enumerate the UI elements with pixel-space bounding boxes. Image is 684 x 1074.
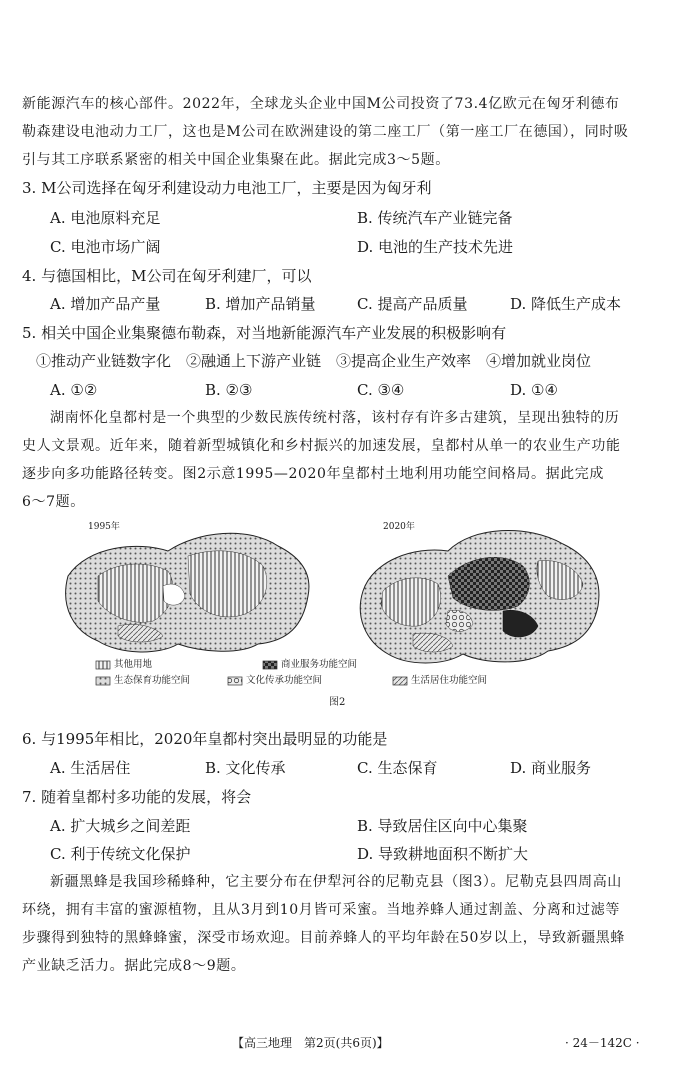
map-1995 [66, 533, 309, 652]
question-5-statements: ①推动产业链数字化 ②融通上下游产业链 ③提高企业生产效率 ④增加就业岗位 [36, 352, 592, 370]
passage-huangdu-village [22, 404, 662, 516]
question-3-option-b[interactable]: B. 传统汽车产业链完备 [357, 209, 513, 227]
passage-line: 产业缺乏活力。据此完成8～9题。 [22, 958, 246, 974]
legend-commercial-space: 商业服务功能空间 [281, 659, 358, 670]
question-5-option-d[interactable]: D. ①④ [510, 381, 558, 399]
question-3-stem: 3. M公司选择在匈牙利建设动力电池工厂，主要是因为匈牙利 [22, 179, 432, 197]
question-7-option-d[interactable]: D. 导致耕地面积不断扩大 [357, 845, 529, 863]
legend-residential-space: 生活居住功能空间 [411, 675, 488, 686]
passage-line: 步骤得到独特的黑蜂蜂蜜，深受市场欢迎。目前养蜂人的平均年龄在50岁以上，导致新疆黑蜂 [22, 930, 626, 946]
map-2020-title: 2020年 [383, 522, 415, 532]
question-6-option-d[interactable]: D. 商业服务 [510, 759, 592, 777]
page-footer-info: 【高三地理 第2页(共6页)】 [232, 1036, 389, 1050]
question-6-option-c[interactable]: C. 生态保育 [357, 759, 438, 777]
legend-swatch-ecology [96, 677, 110, 685]
question-5-option-a[interactable]: A. ①② [50, 381, 98, 399]
passage-line: 勒森建设电池动力工厂，这也是M公司在欧洲建设的第二座工厂（第一座工厂在德国），同时吸 [22, 124, 629, 140]
question-3-option-d[interactable]: D. 电池的生产技术先进 [357, 238, 514, 256]
passage-line: 史人文景观。近年来，随着新型城镇化和乡村振兴的加速发展，皇都村从单一的农业生产功能 [22, 438, 621, 454]
passage-ev-battery [22, 90, 662, 174]
figure-2-caption: 图2 [329, 697, 346, 708]
question-4-option-d[interactable]: D. 降低生产成本 [510, 295, 622, 313]
passage-line: 环绕，拥有丰富的蜜源植物，且从3月到10月皆可采蜜。当地养蜂人通过割盖、分离和过滤等 [22, 902, 620, 918]
map-1995-title: 1995年 [88, 522, 120, 532]
figure-2-land-use-maps [58, 516, 628, 696]
map-2020 [360, 530, 599, 663]
legend-swatch-other [96, 661, 110, 669]
page-footer-code: · 24－142C · [565, 1036, 640, 1050]
question-3-option-a[interactable]: A. 电池原料充足 [50, 209, 161, 227]
question-5-stem: 5. 相关中国企业集聚德布勒森，对当地新能源汽车产业发展的积极影响有 [22, 324, 507, 342]
legend-culture-space: 文化传承功能空间 [246, 675, 323, 686]
question-7-option-c[interactable]: C. 利于传统文化保护 [50, 845, 191, 863]
question-7-option-b[interactable]: B. 导致居住区向中心集聚 [357, 817, 528, 835]
passage-line: 新疆黑蜂是我国珍稀蜂种，它主要分布在伊犁河谷的尼勒克县（图3）。尼勒克县四周高山 [50, 874, 622, 890]
question-3-option-c[interactable]: C. 电池市场广阔 [50, 238, 161, 256]
question-6-option-b[interactable]: B. 文化传承 [205, 759, 286, 777]
legend-swatch-culture [228, 677, 242, 685]
legend-ecology-space: 生态保育功能空间 [114, 675, 191, 686]
question-4-stem: 4. 与德国相比，M公司在匈牙利建厂，可以 [22, 267, 312, 285]
passage-line: 引与其工序联系紧密的相关中国企业集聚在此。据此完成3～5题。 [22, 152, 450, 168]
question-7-stem: 7. 随着皇都村多功能的发展，将会 [22, 788, 252, 806]
legend-swatch-commercial [263, 661, 277, 669]
question-6-stem: 6. 与1995年相比，2020年皇都村突出最明显的功能是 [22, 730, 388, 748]
legend-swatch-residential [393, 677, 407, 685]
question-6-option-a[interactable]: A. 生活居住 [50, 759, 131, 777]
passage-line: 新能源汽车的核心部件。2022年，全球龙头企业中国M公司投资了73.4亿欧元在匈牙利德布 [22, 96, 620, 112]
question-4-option-b[interactable]: B. 增加产品销量 [205, 295, 316, 313]
question-4-option-c[interactable]: C. 提高产品质量 [357, 295, 468, 313]
passage-line: 逐步向多功能路径转变。图2示意1995—2020年皇都村土地利用功能空间格局。据此完成 [22, 466, 604, 482]
legend-other-land: 其他用地 [114, 659, 153, 670]
passage-line: 6～7题。 [22, 494, 85, 510]
question-5-option-b[interactable]: B. ②③ [205, 381, 253, 399]
question-5-option-c[interactable]: C. ③④ [357, 381, 405, 399]
passage-line: 湖南怀化皇都村是一个典型的少数民族传统村落，该村存有许多古建筑，呈现出独特的历 [50, 410, 620, 426]
question-4-option-a[interactable]: A. 增加产品产量 [50, 295, 161, 313]
question-7-option-a[interactable]: A. 扩大城乡之间差距 [50, 817, 191, 835]
passage-xinjiang-black-bee [22, 868, 662, 980]
